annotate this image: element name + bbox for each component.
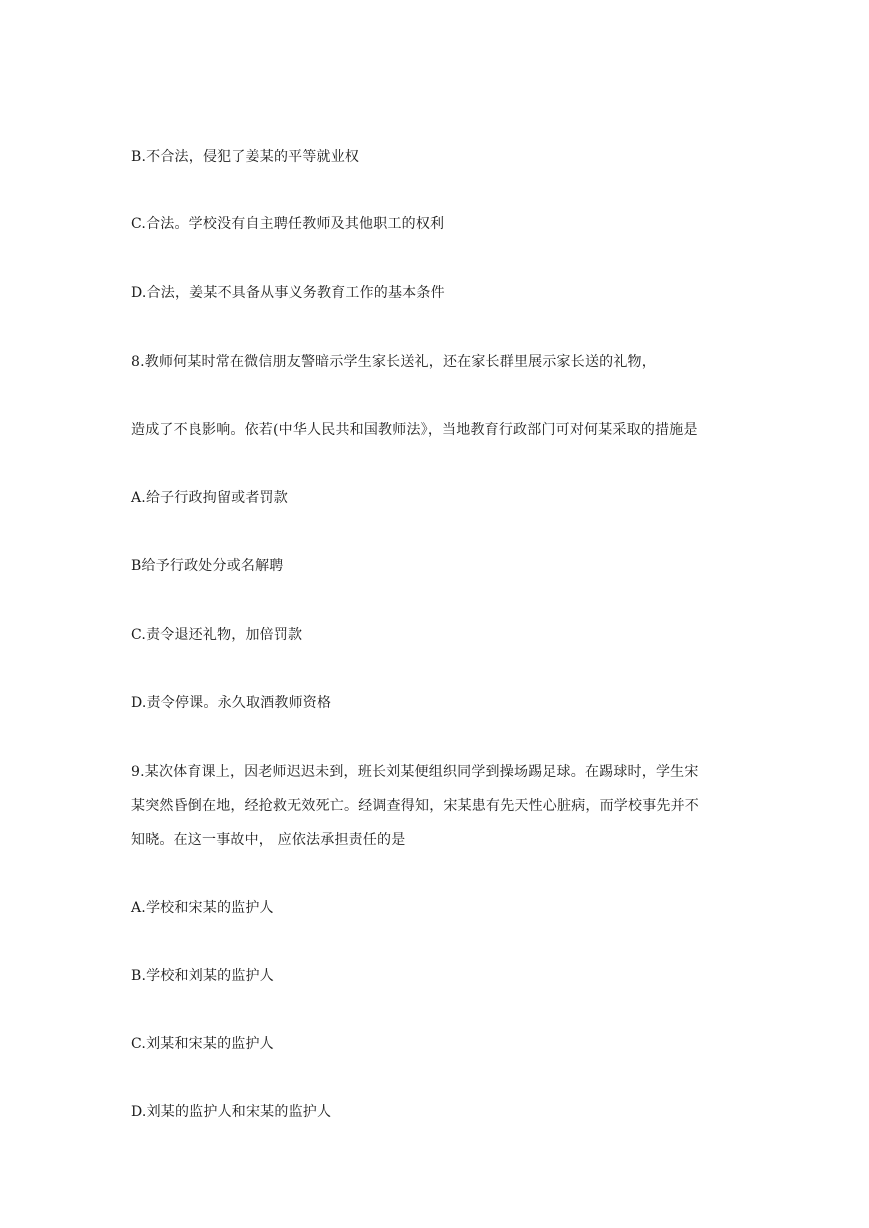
q9-stem-line-2: 某突然昏倒在地，经抢救无效死亡。经调查得知，宋某患有先天性心脏病，而学校事先并不 xyxy=(131,798,699,814)
q9-option-a: A.学校和宋某的监护人 xyxy=(131,900,274,916)
q7-option-b: B.不合法，侵犯了姜某的平等就业权 xyxy=(131,149,360,165)
q9-option-b: B.学校和刘某的监护人 xyxy=(131,968,274,984)
q9-stem-line-1: 9.某次体育课上，因老师迟迟未到，班长刘某便组织同学到操场踢足球。在踢球时，学生宋 xyxy=(131,764,699,780)
q9-option-d: D.刘某的监护人和宋某的监护人 xyxy=(131,1104,332,1120)
q9-stem-line-3: 知晓。在这一事故中， 应依法承担责任的是 xyxy=(131,832,406,848)
q7-option-d: D.合法，姜某不具备从事义务教育工作的基本条件 xyxy=(131,285,445,301)
q8-option-c: C.责令退还礼物，加倍罚款 xyxy=(131,627,303,643)
q8-option-a: A.给子行政拘留或者罚款 xyxy=(131,490,288,506)
q8-option-d: D.责令停课。永久取酒教师资格 xyxy=(131,695,332,711)
q9-option-c: C.刘某和宋某的监护人 xyxy=(131,1036,274,1052)
q8-option-b: B给予行政处分或名解聘 xyxy=(131,558,284,574)
q8-stem-line-1: 8.教师何某时常在微信朋友警暗示学生家长送礼，还在家长群里展示家长送的礼物， xyxy=(131,354,656,370)
q7-option-c: C.合法。学校没有自主聘任教师及其他职工的权利 xyxy=(131,216,445,232)
q8-stem-line-2: 造成了不良影响。依若(中华人民共和国教师法》，当地教育行政部门可对何某采取的措施是 xyxy=(131,422,698,438)
